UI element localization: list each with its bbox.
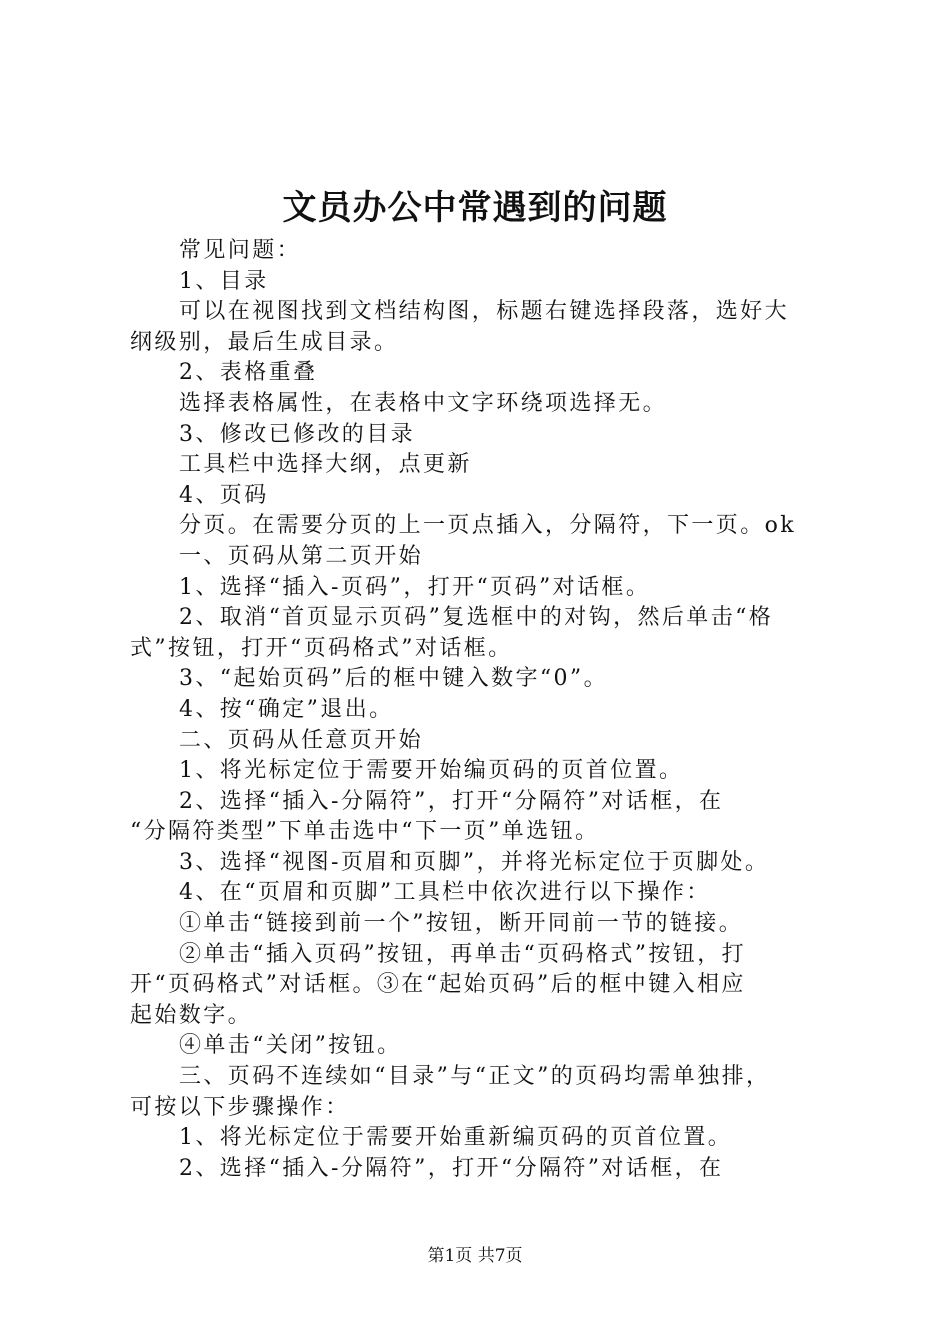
text-line: 2、取消“首页显示页码”复选框中的对钩，然后单击“格 [179,605,774,631]
text-line: 工具栏中选择大纲，点更新 [179,452,472,478]
text-line: ①单击“链接到前一个”按钮，断开同前一节的链接。 [179,911,744,937]
text-line: 式”按钮，打开“页码格式”对话框。 [130,635,513,661]
text-line: ④单击“关闭”按钮。 [179,1033,402,1059]
text-line: 可按以下步骤操作： [130,1094,350,1120]
text-line: 3、选择“视图-页眉和页脚”，并将光标定位于页脚处。 [179,849,770,875]
text-line: 1、选择“插入-页码”，打开“页码”对话框。 [179,574,651,600]
page-footer: 第1页 共7页 [427,1246,523,1266]
text-line: 分页。在需要分页的上一页点插入，分隔符，下一页。ok [179,513,796,539]
text-line: 1、目录 [179,268,269,294]
text-line: 可以在视图找到文档结构图，标题右键选择段落，选好大 [179,299,790,325]
text-line: 选择表格属性，在表格中文字环绕项选择无。 [179,390,668,416]
text-line: 1、将光标定位于需要开始编页码的页首位置。 [179,758,684,784]
text-line: 4、按“确定”退出。 [179,696,394,722]
text-line: 1、将光标定位于需要开始重新编页码的页首位置。 [179,1125,733,1151]
text-line: 3、修改已修改的目录 [179,421,415,447]
document-body [130,236,835,1184]
text-line: ②单击“插入页码”按钮，再单击“页码格式”按钮，打 [179,941,746,967]
text-line: 开“页码格式”对话框。③在“起始页码”后的框中键入相应 [130,972,746,998]
text-line: “分隔符类型”下单击选中“下一页”单选钮。 [130,819,600,845]
text-line: 三、页码不连续如“目录”与“正文”的页码均需单独排， [179,1064,771,1090]
text-line: 常见问题： [179,238,302,263]
text-line: 2、选择“插入-分隔符”，打开“分隔符”对话框，在 [179,1155,724,1181]
text-line: 4、在“页眉和页脚”工具栏中依次进行以下操作： [179,880,711,906]
text-line: 纲级别，最后生成目录。 [130,329,399,355]
text-line: 二、页码从任意页开始 [179,727,424,753]
text-line: 4、页码 [179,482,269,508]
text-line: 2、表格重叠 [179,360,318,386]
text-line: 一、页码从第二页开始 [179,543,424,569]
document-title: 文员办公中常遇到的问题 [282,188,668,228]
text-line: 2、选择“插入-分隔符”，打开“分隔符”对话框，在 [179,788,724,814]
text-line: 3、“起始页码”后的框中键入数字“0”。 [179,666,608,692]
text-line: 起始数字。 [130,1002,253,1028]
